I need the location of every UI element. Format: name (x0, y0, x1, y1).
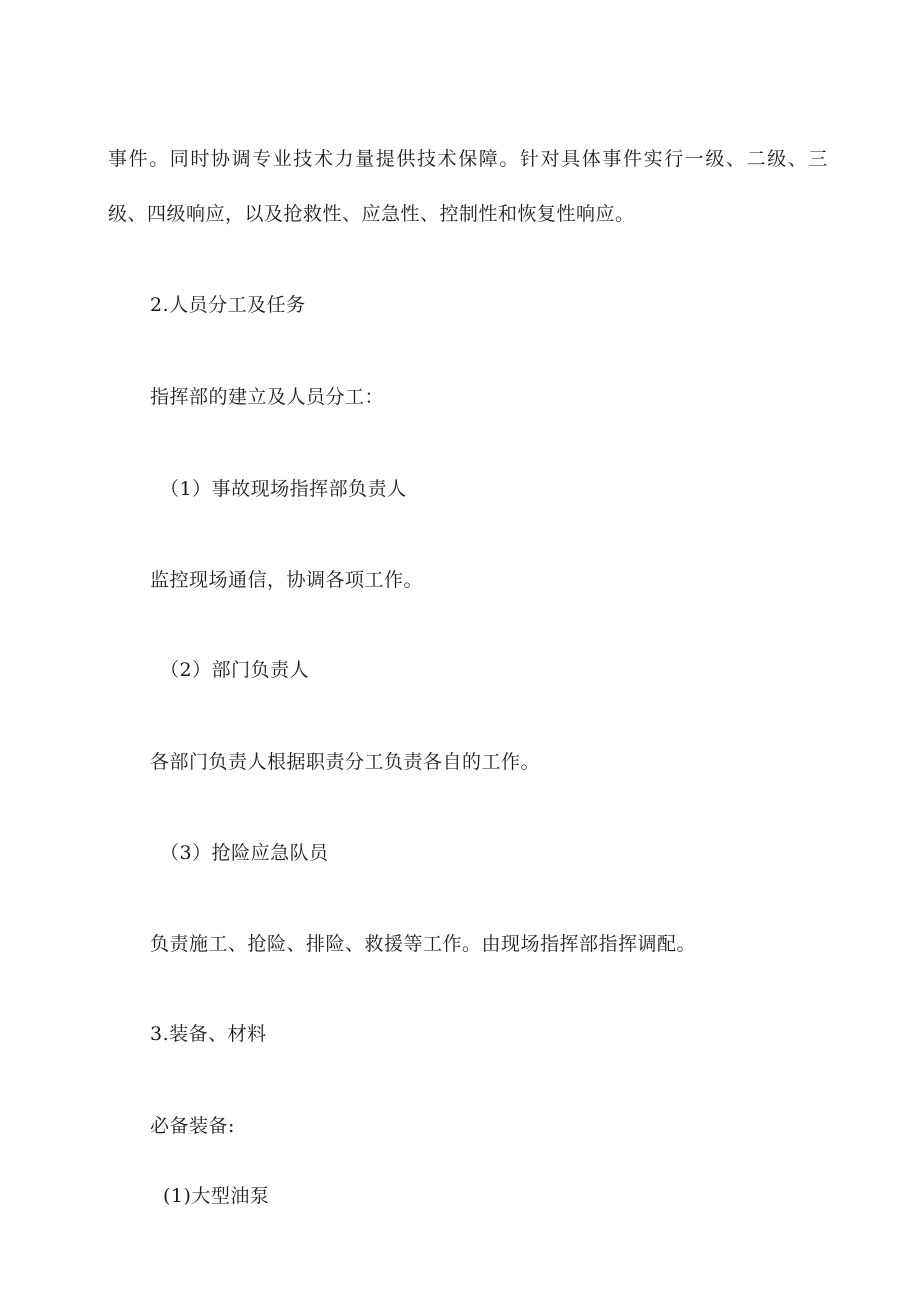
item-heading-site-commander: （1）事故现场指挥部负责人 (160, 478, 407, 500)
item-body-department-head: 各部门负责人根据职责分工负责各自的工作。 (150, 751, 541, 773)
paragraph-continuation-end: 级、四级响应，以及抢救性、应急性、控制性和恢复性响应。 (108, 203, 635, 225)
list-item-oil-pump: (1)大型油泵 (163, 1185, 270, 1207)
item-heading-department-head: （2）部门负责人 (160, 659, 310, 681)
section-heading-equipment: 3.装备、材料 (150, 1023, 267, 1045)
item-body-site-commander: 监控现场通信，协调各项工作。 (150, 569, 424, 591)
item-heading-emergency-team: （3）抢险应急队员 (160, 842, 329, 864)
paragraph-required-equipment: 必备装备: (150, 1115, 235, 1137)
paragraph-command-setup: 指挥部的建立及人员分工： (150, 386, 385, 408)
section-heading-personnel: 2.人员分工及任务 (150, 294, 306, 316)
item-body-emergency-team: 负责施工、抢险、排险、救援等工作。由现场指挥部指挥调配。 (150, 933, 697, 955)
paragraph-continuation: 事件。同时协调专业技术力量提供技术保障。针对具体事件实行一级、二级、三 (108, 148, 830, 170)
